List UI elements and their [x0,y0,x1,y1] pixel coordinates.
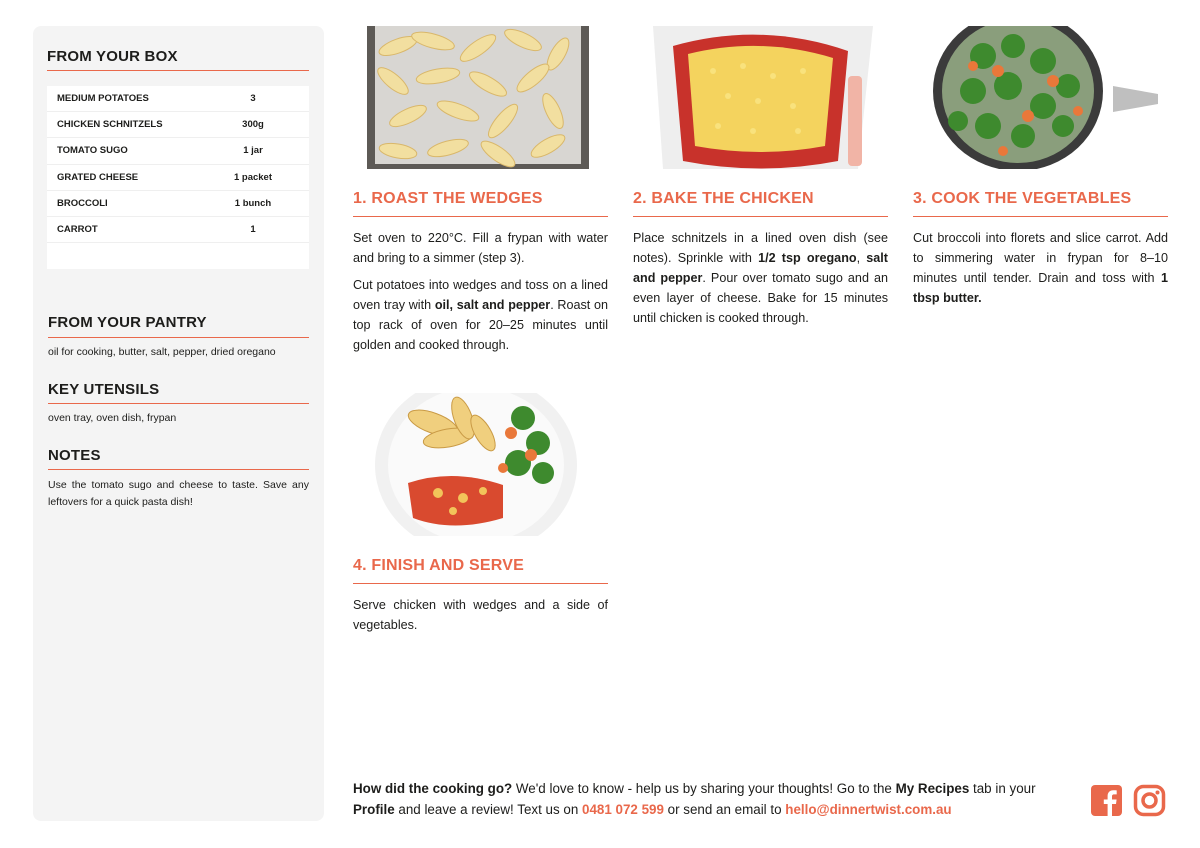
text-span: . Roast on top rack of oven for 20–25 minutes until golden and cooked through. [353,298,608,352]
facebook-icon[interactable] [1090,784,1123,817]
key-utensils-title: KEY UTENSILS [48,381,160,398]
ingredient-qty: 1 packet [233,171,273,183]
step-1-title: 1. ROAST THE WEDGES [353,190,543,207]
instagram-icon[interactable] [1133,784,1166,817]
footer-text: and leave a review! Text us on [394,802,583,817]
step-3-p1 [913,228,1168,308]
footer-text: or send an email to [663,802,786,817]
pantry-text: oil for cooking, butter, salt, pepper, dried oregano [48,346,276,358]
utensils-text: oven tray, oven dish, frypan [48,412,177,424]
ingredient-name: TOMATO SUGO [57,145,128,157]
text-span: Place schnitzels in a lined oven dish (see notes). Sprinkle with [633,231,888,265]
ingredient-qty: 300g [242,119,264,131]
table-row [47,86,309,112]
text-span: Cut potatoes into wedges and toss on a lined oven tray with [353,278,608,312]
table-row [47,112,309,138]
step-1-body [353,228,608,362]
step-4-p1: Serve chicken with wedges and a side of vegetables. [353,598,608,632]
profile-link[interactable]: Profile [353,802,395,817]
step-2-rule [633,216,888,217]
table-row-empty [47,243,309,269]
footer-question: How did the cooking go? [353,781,513,796]
step-3-photo [913,26,1168,169]
ingredients-table [47,86,309,269]
ingredient-name: BROCCOLI [57,197,108,209]
step-4-rule [353,583,608,584]
bake-chicken-image [633,26,888,169]
my-recipes-link[interactable]: My Recipes [895,781,970,796]
bold-ingredient: oil, salt and pepper [434,298,551,312]
step-1-photo [353,26,608,169]
bold-ingredient: 1/2 tsp oregano [758,251,857,265]
from-your-pantry-title: FROM YOUR PANTRY [48,314,207,331]
text-span: , [856,251,867,265]
step-1 [353,26,608,366]
roast-wedges-image [353,26,608,169]
sidebar [33,26,324,821]
email-link[interactable]: hello@dinnertwist.com.au [785,802,952,817]
table-row [47,165,309,191]
utensils-rule [48,403,309,404]
finish-serve-image [353,393,608,536]
ingredient-name: MEDIUM POTATOES [57,93,149,105]
table-row [47,138,309,164]
from-your-box-title: FROM YOUR BOX [47,48,178,65]
notes-text: Use the tomato sugo and cheese to taste. Save any leftovers for a quick pasta dish! [48,479,309,508]
step-2-title: 2. BAKE THE CHICKEN [633,190,814,207]
pantry-rule [48,337,309,338]
step-3-rule [913,216,1168,217]
ingredient-name: CHICKEN SCHNITZELS [57,119,163,131]
ingredient-name: GRATED CHEESE [57,171,139,183]
ingredient-qty: 3 [250,93,256,105]
step-1-p1: Set oven to 220°C. Fill a frypan with water and bring to a simmer (step 3). [353,231,608,265]
notes-rule [48,469,309,470]
step-1-rule [353,216,608,217]
table-row [47,217,309,243]
step-2-body [633,228,888,335]
step-4-body [353,595,608,642]
bold-ingredient: salt and pepper [633,251,888,285]
ingredient-name: CARROT [57,224,98,236]
step-2 [633,26,888,366]
ingredient-qty: 1 jar [243,145,263,157]
step-4 [353,393,608,653]
table-row [47,191,309,217]
step-2-photo [633,26,888,169]
step-3-title: 3. COOK THE VEGETABLES [913,190,1132,207]
ingredient-qty: 1 [250,224,256,236]
bold-ingredient: 1 tbsp butter. [913,271,1168,305]
feedback-footer [353,778,1073,820]
step-4-title: 4. FINISH AND SERVE [353,557,524,574]
step-4-photo [353,393,608,536]
step-2-p1 [633,228,888,328]
cook-vegetables-image [913,26,1168,169]
footer-text: tab in your [969,781,1036,796]
step-3-body [913,228,1168,315]
footer-text: We'd love to know - help us by sharing your thoughts! Go to the [512,781,896,796]
from-your-box-rule [47,70,309,71]
ingredient-qty: 1 bunch [234,197,272,209]
phone-link[interactable]: 0481 072 599 [582,802,664,817]
notes-title: NOTES [48,447,101,464]
step-3 [913,26,1168,366]
step-1-p2 [353,275,608,355]
text-span: . Pour over tomato sugo and an even layer of cheese. Bake for 15 minutes until chicken is cooked through. [633,271,888,325]
text-span: Cut broccoli into florets and slice carrot. Add to simmering water in frypan for 8–10 minutes until tender. Drain and toss with [913,231,1168,285]
